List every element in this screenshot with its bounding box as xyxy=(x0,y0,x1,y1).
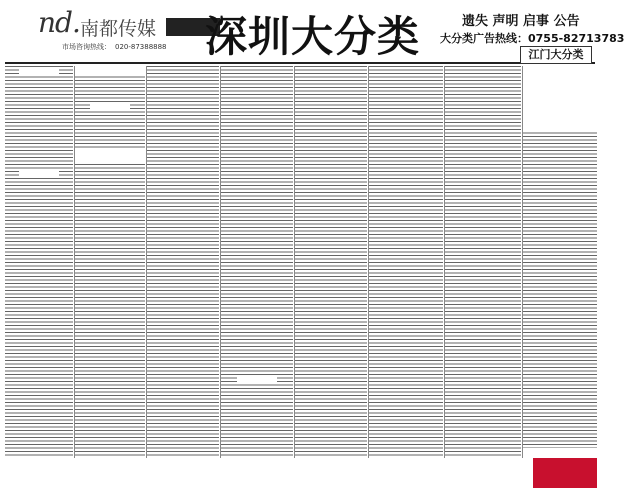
brand-logo xyxy=(38,6,188,42)
classified-column xyxy=(295,66,367,458)
column-gap xyxy=(523,66,597,130)
market-hotline-label: 市场咨询热线： xyxy=(62,43,111,51)
column-divider xyxy=(294,66,295,458)
classified-columns xyxy=(5,66,597,458)
classified-column xyxy=(369,66,443,458)
column-divider xyxy=(74,66,75,458)
column-divider xyxy=(444,66,445,458)
notice-types: 遗失 声明 启事 公告 xyxy=(462,14,580,29)
jiangmen-column xyxy=(523,66,597,458)
notice-heading xyxy=(237,376,277,383)
page-title: 深圳大分类 xyxy=(205,12,421,61)
notice-heading xyxy=(19,170,59,177)
newspaper-footer-logo xyxy=(533,458,597,488)
classified-column xyxy=(5,66,73,458)
market-hotline xyxy=(62,42,171,52)
classified-column xyxy=(445,66,521,458)
column-gap xyxy=(75,66,145,76)
column-text xyxy=(369,66,443,458)
notice-heading xyxy=(90,102,130,109)
ad-hotline: 大分类广告热线：0755-82713783 xyxy=(440,32,624,45)
column-text xyxy=(295,66,367,458)
column-gap xyxy=(523,448,597,458)
classified-column xyxy=(147,66,219,458)
column-divider xyxy=(368,66,369,458)
column-divider xyxy=(522,66,523,458)
brand-name: 南都传媒 xyxy=(80,18,157,40)
column-divider xyxy=(146,66,147,458)
brand-logo-mark: nd. xyxy=(38,6,80,39)
notice-heading xyxy=(19,68,59,75)
jiangmen-section-title: 江门大分类 xyxy=(520,46,592,64)
column-text xyxy=(5,66,73,458)
column-text xyxy=(445,66,521,458)
masthead-rule xyxy=(5,62,595,64)
classified-column xyxy=(75,66,145,458)
column-gap xyxy=(75,148,145,164)
column-text xyxy=(221,66,293,458)
market-hotline-number: 020-87388888 xyxy=(115,43,167,51)
classified-column xyxy=(221,66,293,458)
column-text xyxy=(147,66,219,458)
column-divider xyxy=(220,66,221,458)
masthead xyxy=(0,0,624,62)
column-text xyxy=(75,66,145,458)
